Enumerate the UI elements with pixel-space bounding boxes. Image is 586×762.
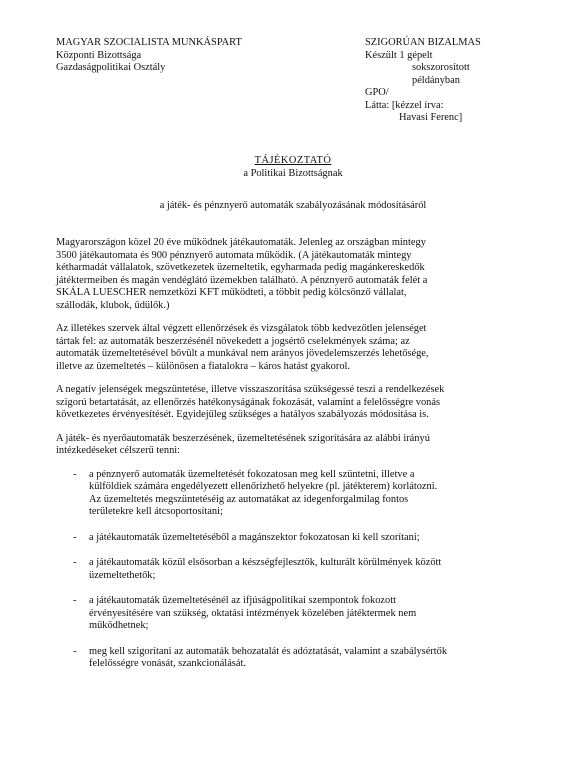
list-item [56,469,526,519]
paragraph-proposal-intro [56,433,526,458]
document-addressee: a Politikai Bizottságnak [243,167,343,179]
paragraph-findings [56,323,526,373]
seen-by-line-2: Havasi Ferenc] [399,112,463,123]
list-item-line: a játékautomaták üzemeltetéséből a magánszektor fokozatosan ki kell szorítani; [89,531,420,543]
paragraph-line: tártak fel: az automaták beszerzésénél növekedett a jogsértő cselekmények száma; az [56,335,410,347]
bullet-dash: - [73,595,77,606]
sender-committee: Központi Bizottsága [56,49,142,61]
paragraph-line: kétharmadát vállalatok, szövetkezetek üzemeltetik, egyharmada pedig magánkereskedők [56,262,425,273]
classification-block [365,37,481,125]
sender-department: Gazdaságpolitikai Osztály [56,62,166,73]
list-item [56,646,526,671]
list-item [56,557,526,582]
sender-block [56,37,242,75]
list-item-line: Az üzemeltetés megszüntetéséig az automatákat az idegenforgalmilag fontos [89,493,409,505]
paragraph-line: Magyarországon közel 20 éve működnek játékautomaták. Jelenleg az országban mintegy [56,237,426,248]
bullet-dash: - [73,468,77,480]
copies-note-line-3: példányban [412,74,460,86]
copies-note-line-2: sokszorosított [412,62,470,73]
paragraph-line: Az illetékes szervek által végzett ellenőrzések és vizsgálatok több kedvezőtlen jelenséget [56,323,427,334]
paragraph-intro [56,237,526,312]
paragraph-line: intézkedéseket célszerű tenni: [56,445,181,456]
document-body [56,237,526,684]
title-block [0,155,586,180]
copies-note-line-1: Készült 1 gépelt [365,49,433,61]
list-item-line: a pénznyerő automaták üzemeltetését fokozatosan meg kell szüntetni, illetve a [89,468,415,480]
bullet-dash: - [73,557,77,568]
classification-label: SZIGORÚAN BIZALMAS [365,37,481,48]
paragraph-line: játéktermeiben és magán vendéglátó üzemekben található. A pénznyerő automaták felét a [56,274,428,286]
list-item-line: meg kell szigorítani az automaták behozatalát és adóztatását, valamint a szabálysértők [89,645,448,657]
list-item-line: érvényesítésére van szükség, oktatási intézmények közelében játéktermek nem [89,607,417,619]
reference-number: GPO/ [365,87,389,98]
list-item-line: működhetnek; [89,620,149,631]
document-title: TÁJÉKOZTATÓ [254,155,332,166]
list-item-line: üzemeltethetők; [89,569,156,581]
list-item-line: területekre kell átcsoportosítani; [89,506,223,517]
list-item-line: külföldiek számára engedélyezett ellenőrizhető helyekre (pl. játékterem) korlátozni. [89,481,438,492]
paragraph-measures [56,384,526,422]
paragraph-line: illetve az üzemeltetés – különösen a fiatalokra – káros hatást gyakorol. [56,360,351,372]
list-item-line: felelősségre vonását, szankcionálását. [89,658,246,669]
list-item-line: a játékautomaták közül elsősorban a készségfejlesztők, kulturált körülmények között [89,557,442,568]
paragraph-line: szigorú betartatását, az ellenőrzés hatékonyságának fokozását, valamint a felelősségre vonás [56,396,441,408]
paragraph-line: automaták üzemeltetésével bővült a munkával nem arányos jövedelemszerzés lehetősége, [56,348,429,359]
sender-party: MAGYAR SZOCIALISTA MUNKÁSPART [56,37,242,48]
bullet-dash: - [73,531,77,543]
seen-by-line-1: Látta: [kézzel írva: [365,99,444,111]
paragraph-line: A negatív jelenségek megszüntetése, illetve visszaszorítása szükségessé teszi a rendelkezések [56,384,445,395]
list-item [56,595,526,633]
paragraph-line: szállodák, klubok, üdülők.) [56,299,170,311]
paragraph-line: következetes érvényesítését. Egyidejűleg szükséges a hatályos szabályozás módosítása is. [56,409,429,420]
paragraph-line: SKÁLA LUESCHER nemzetközi KFT működteti, a többit pedig kölcsönző vállalat, [56,287,407,298]
list-item [56,532,526,545]
paragraph-line: 3500 játékautomata és 900 pénznyerő automata működik. (A játékautomaták mintegy [56,249,412,261]
list-item-line: a játékautomaták üzemeltetésénél az ifjúságpolitikai szempontok fokozott [89,595,396,606]
document-subject: a játék- és pénznyerő automaták szabályozásának módosításáról [159,200,427,211]
proposal-list [56,469,526,671]
paragraph-line: A játék- és nyerőautomaták beszerzésének, üzemeltetésének szigorítására az alábbi irányú [56,432,430,444]
bullet-dash: - [73,645,77,657]
